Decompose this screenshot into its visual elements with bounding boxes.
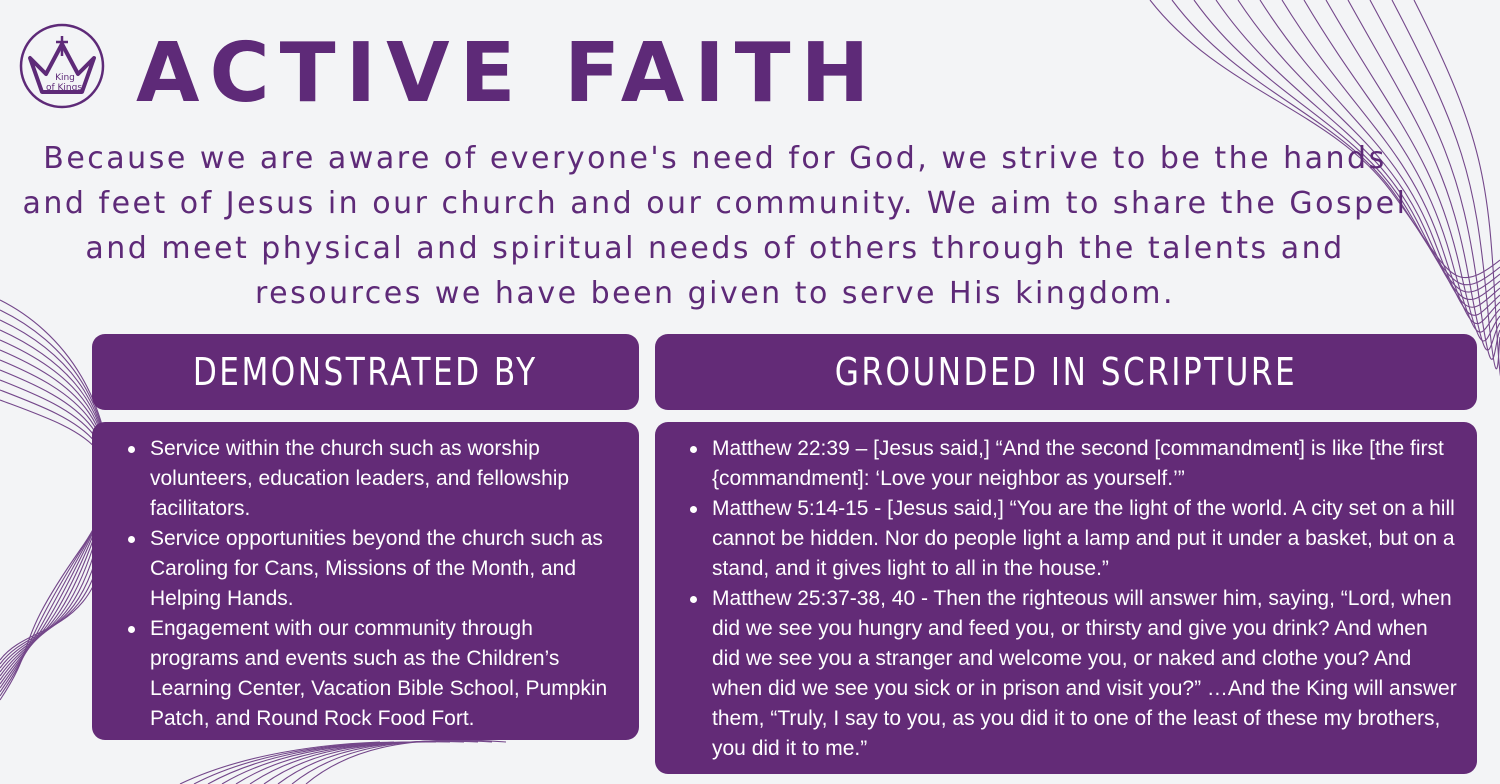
list-item: Matthew 5:14-15 - [Jesus said,] “You are the light of the world. A city set on a hill cannot be hidden. Nor do people light a lamp and put it under a basket, but on a stand, and it gives light to all in the house.” [712, 494, 1459, 584]
page-title: ACTIVE FAITH [136, 26, 880, 121]
demonstrated-by-heading: DEMONSTRATED BY [193, 350, 538, 394]
list-item: Engagement with our community through programs and events such as the Children’s Learning Center, Vacation Bible School, Pumpkin Patch, and Round Rock Food Fort. [150, 614, 625, 734]
list-item: Matthew 25:37-38, 40 - Then the righteous will answer him, saying, “Lord, when did we see you hungry and feed you, or thirsty and give you drink? And when did we see you a stranger and welcome you, or naked and clothe you? And when did we see you sick or in prison and visit you?” …And the King will answer them, “Truly, I say to you, as you did it to one of the least of these my brothers, you did it to me.” [712, 584, 1459, 764]
crown-cross-logo [18, 22, 106, 110]
grounded-in-scripture-heading: GROUNDED IN SCRIPTURE [834, 350, 1298, 394]
logo-text-line1: King [55, 73, 75, 83]
list-item: Service within the church such as worship volunteers, education leaders, and fellowship facilitators. [150, 434, 625, 524]
demonstrated-by-list [92, 434, 639, 734]
demonstrated-by-panel [92, 422, 639, 740]
logo-text-line2: of Kings [45, 83, 83, 93]
intro-paragraph: Because we are aware of everyone's need for God, we strive to be the hands and feet of Jesus in our church and our community. We aim to share the Gospel and meet physical and spiritual needs of others through the talents and resources we have been given to serve His kingdom. [22, 141, 1408, 311]
list-item: Matthew 22:39 – [Jesus said,] “And the second [commandment] is like [the first {commandment]: ‘Love your neighbor as yourself.’” [712, 434, 1459, 494]
list-item: Service opportunities beyond the church such as Caroling for Cans, Missions of the Month, and Helping Hands. [150, 524, 625, 614]
grounded-in-scripture-header [655, 334, 1477, 410]
demonstrated-by-header [92, 334, 639, 410]
grounded-in-scripture-panel [655, 422, 1477, 774]
scripture-list [655, 434, 1477, 764]
